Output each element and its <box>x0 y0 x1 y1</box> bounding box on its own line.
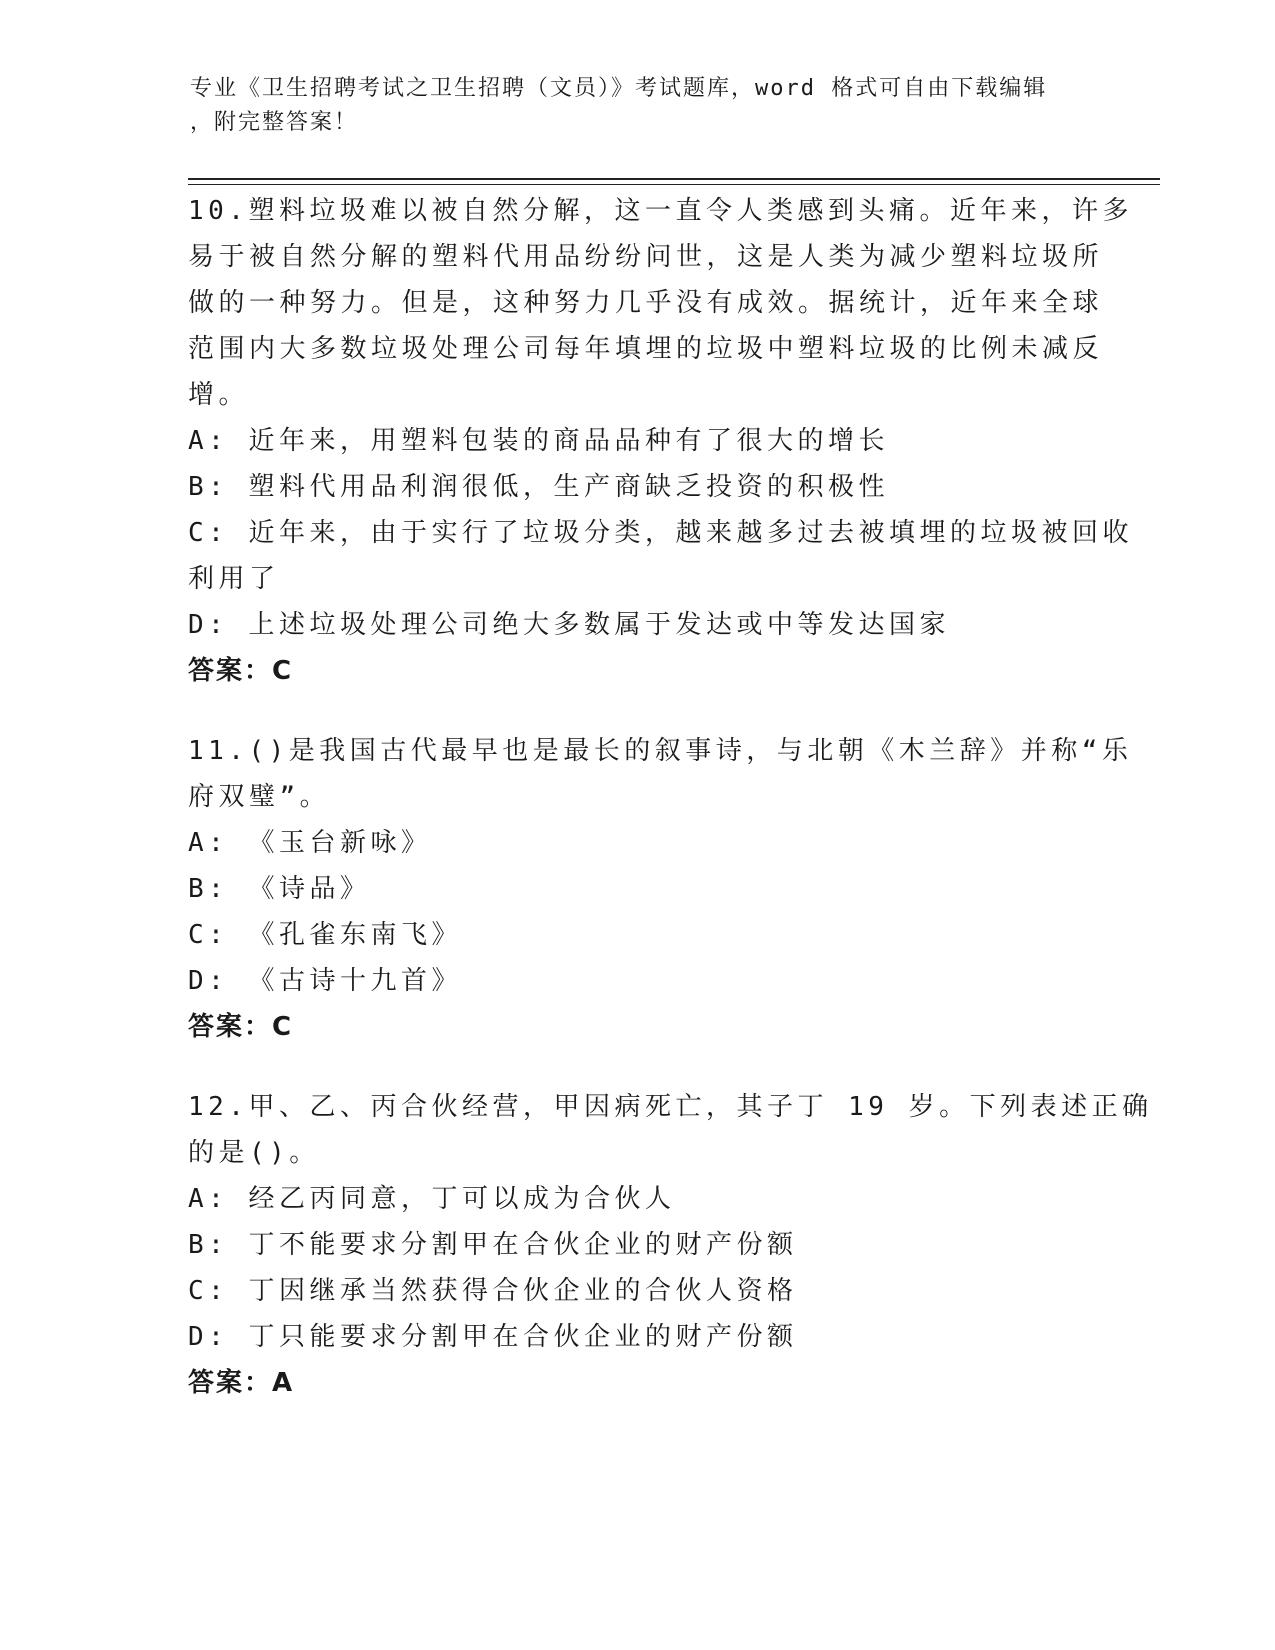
header-divider-thin <box>188 184 1160 185</box>
question-11 <box>188 728 1133 1050</box>
option-d: D: 《古诗十九首》 <box>188 966 462 996</box>
question-list <box>188 188 1153 1440</box>
option-c: C: 丁因继承当然获得合伙企业的合伙人资格 <box>188 1276 798 1306</box>
option-a: A: 《玉台新咏》 <box>188 828 432 858</box>
option-b: B: 塑料代用品利润很低，生产商缺乏投资的积极性 <box>188 472 889 502</box>
option-a: A: 近年来，用塑料包装的商品品种有了很大的增长 <box>188 426 889 456</box>
question-stem-line: 11.()是我国古代最早也是最长的叙事诗，与北朝《木兰辞》并称“乐 <box>188 736 1133 766</box>
option-b: B: 丁不能要求分割甲在合伙企业的财产份额 <box>188 1230 798 1260</box>
option-d: D: 丁只能要求分割甲在合伙企业的财产份额 <box>188 1322 798 1352</box>
question-10 <box>188 188 1133 694</box>
document-header <box>190 72 1090 140</box>
question-stem-line: 做的一种努力。但是，这种努力几乎没有成效。据统计，近年来全球 <box>188 288 1104 318</box>
answer: 答案：A <box>188 1368 295 1398</box>
question-stem-line: 12.甲、乙、丙合伙经营，甲因病死亡，其子丁 19 岁。下列表述正确 <box>188 1092 1153 1122</box>
header-divider <box>188 178 1160 180</box>
question-stem-line: 易于被自然分解的塑料代用品纷纷问世，这是人类为减少塑料垃圾所 <box>188 242 1104 272</box>
question-stem-line: 增。 <box>188 380 250 410</box>
header-line: ，附完整答案！ <box>190 110 359 135</box>
option-c: C: 近年来，由于实行了垃圾分类，越来越多过去被填埋的垃圾被回收 <box>188 518 1133 548</box>
answer: 答案：C <box>188 1012 294 1042</box>
question-stem-line: 府双璧”。 <box>188 782 331 812</box>
answer: 答案：C <box>188 656 294 686</box>
option-c: C: 《孔雀东南飞》 <box>188 920 462 950</box>
question-12 <box>188 1084 1153 1406</box>
header-line: 专业《卫生招聘考试之卫生招聘（文员）》考试题库，word 格式可自由下载编辑 <box>190 76 1048 101</box>
question-stem-line: 范围内大多数垃圾处理公司每年填埋的垃圾中塑料垃圾的比例未减反 <box>188 334 1104 364</box>
option-b: B: 《诗品》 <box>188 874 371 904</box>
question-stem-line: 的是()。 <box>188 1138 320 1168</box>
option-a: A: 经乙丙同意，丁可以成为合伙人 <box>188 1184 676 1214</box>
question-stem-line: 10.塑料垃圾难以被自然分解，这一直令人类感到头痛。近年来，许多 <box>188 196 1133 226</box>
option-c-continued: 利用了 <box>188 564 280 594</box>
option-d: D: 上述垃圾处理公司绝大多数属于发达或中等发达国家 <box>188 610 950 640</box>
